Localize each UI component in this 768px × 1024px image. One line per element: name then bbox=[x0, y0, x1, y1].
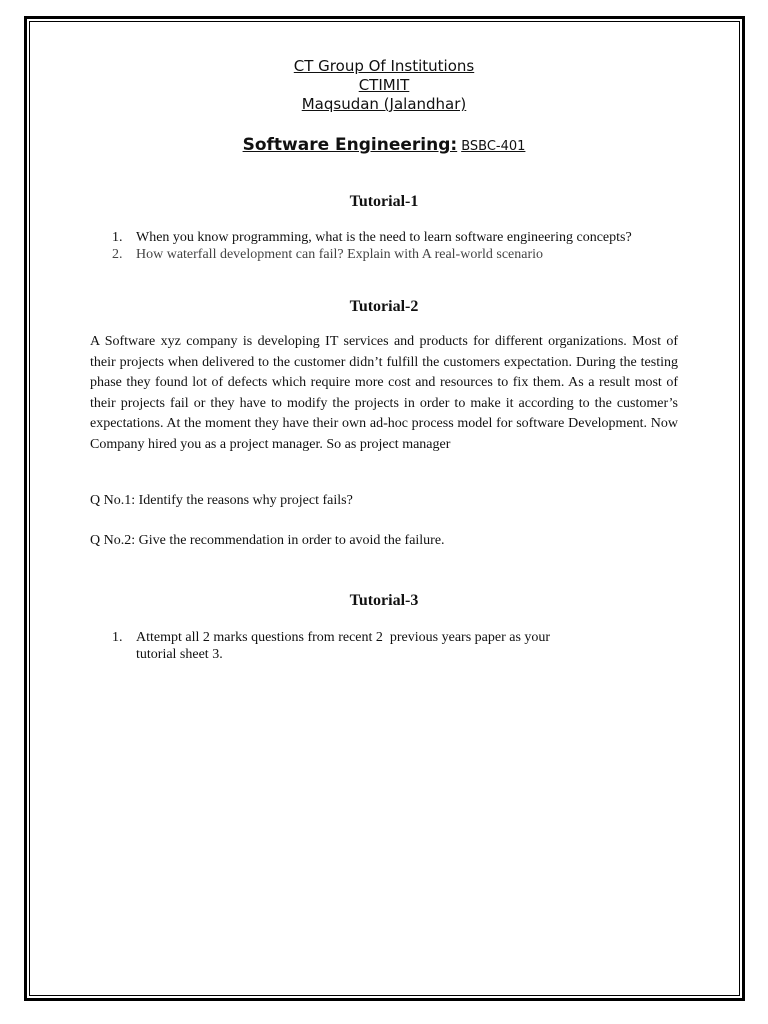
subject-code: BSBC-401 bbox=[461, 139, 526, 154]
list-item bbox=[112, 246, 682, 263]
tutorial-1-list bbox=[112, 229, 682, 263]
subject-title bbox=[90, 134, 678, 158]
tutorial-3-list bbox=[112, 629, 682, 663]
list-item bbox=[112, 629, 682, 663]
tutorial-2-paragraph: A Software xyz company is developing IT services and products for different organizations. Most of their projects when delivered to the customer didn’t fulfill the customers expectation. During the testing phase they found lot of defects which require more cost and resources to fix them. As a result most of their projects fail or they have to modify the projects in order to make it according to the customer’s expectations. At the moment they have their own ad-hoc process model for software Development. Now Company hired you as a project manager. So as project manager bbox=[90, 334, 678, 452]
question-2: Q No.2: Give the recommendation in order to avoid the failure. bbox=[90, 533, 445, 548]
subject-name: Software Engineering: bbox=[242, 135, 458, 155]
list-item-number: 2. bbox=[112, 247, 123, 262]
location-name: Maqsudan (Jalandhar) bbox=[301, 95, 467, 113]
tutorial-3-heading: Tutorial-3 bbox=[349, 592, 419, 609]
list-item-text: When you know programming, what is the need to learn software engineering concepts? bbox=[136, 230, 632, 245]
question-1: Q No.1: Identify the reasons why project fails? bbox=[90, 493, 353, 508]
list-item-text: How waterfall development can fail? Explain with A real-world scenario bbox=[136, 247, 544, 262]
list-item-number: 1. bbox=[112, 630, 123, 645]
campus-name: CTIMIT bbox=[358, 76, 410, 94]
tutorial-2-heading: Tutorial-2 bbox=[349, 298, 419, 315]
list-item-number: 1. bbox=[112, 230, 123, 245]
list-item-line-1: Attempt all 2 marks questions from recent 2 previous years paper as your bbox=[136, 630, 551, 645]
list-item bbox=[112, 229, 682, 246]
institution-name: CT Group Of Institutions bbox=[293, 57, 475, 75]
list-item-line-2: tutorial sheet 3. bbox=[136, 647, 223, 662]
tutorial-1-heading: Tutorial-1 bbox=[349, 193, 419, 210]
